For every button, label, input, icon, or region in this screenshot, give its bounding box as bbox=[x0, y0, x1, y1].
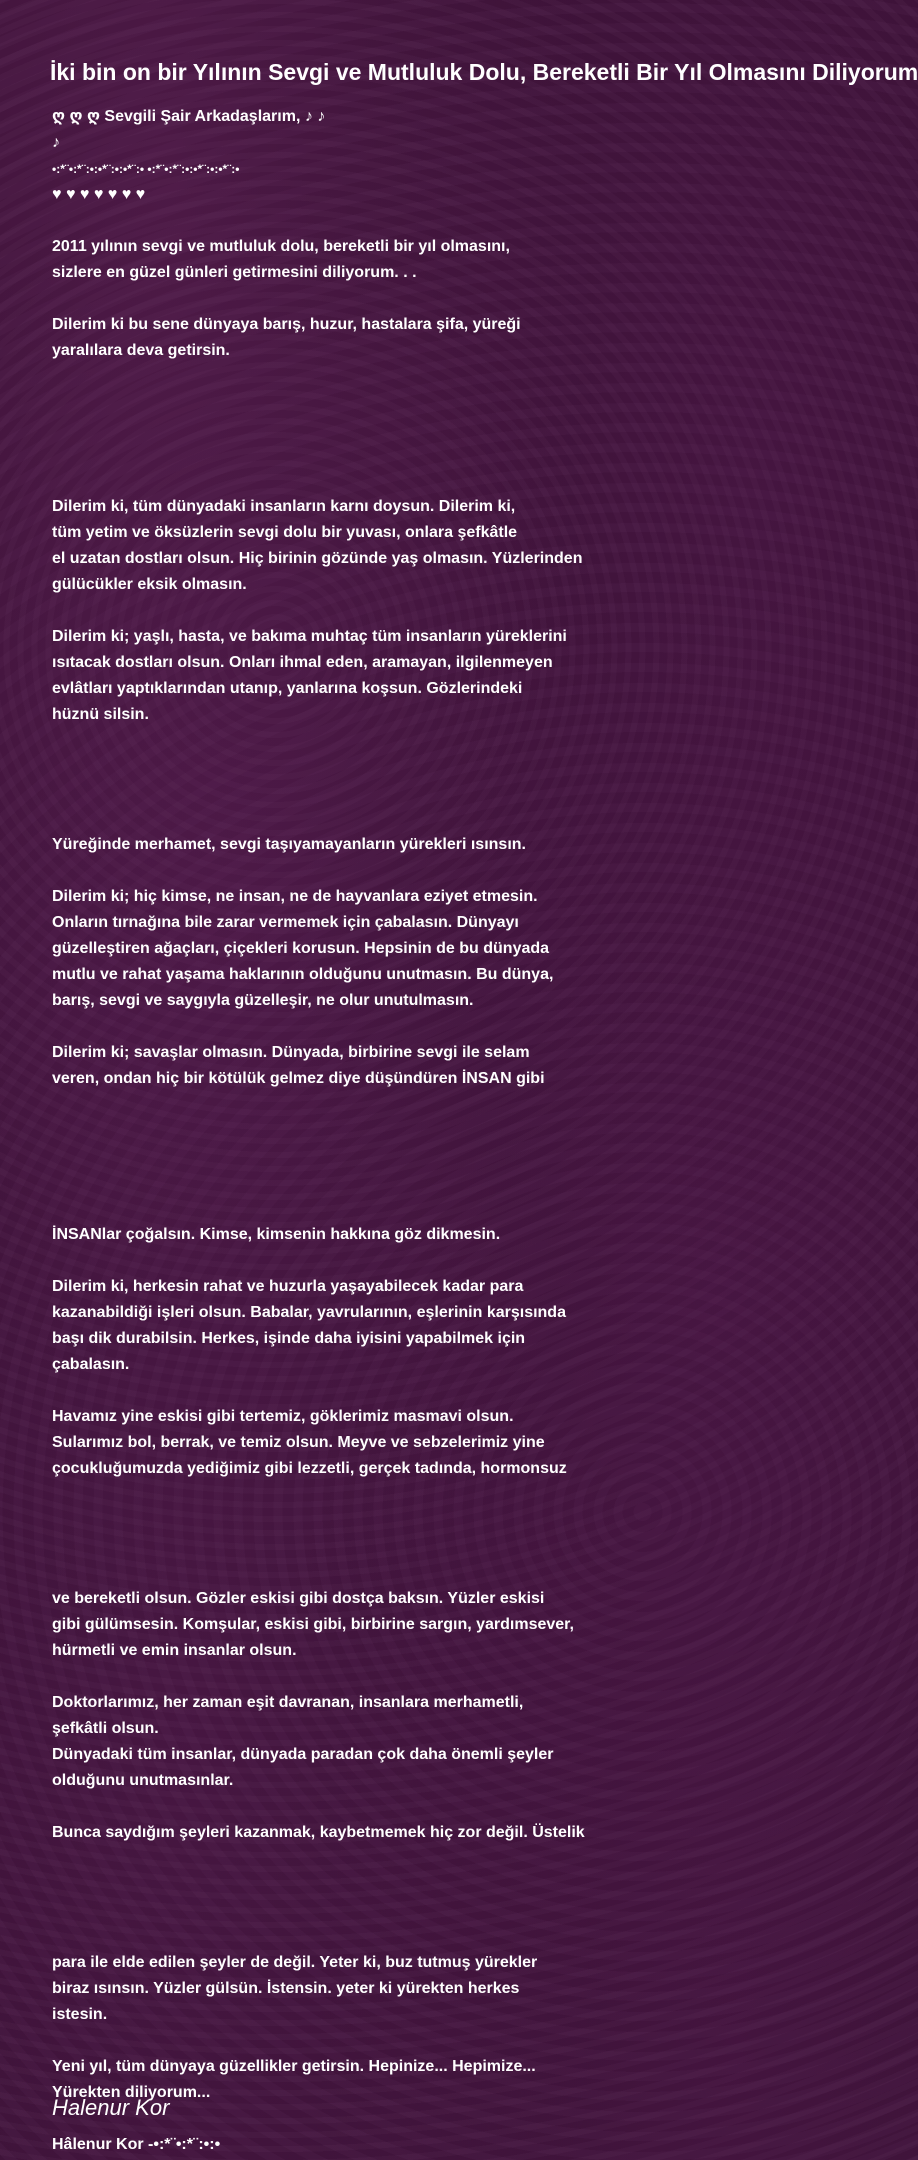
poem-line: çabalasın. bbox=[52, 1356, 130, 1373]
poem-line: Dilerim ki bu sene dünyaya barış, huzur, hastalara şifa, yüreği bbox=[52, 316, 521, 333]
poem-line: biraz ısınsın. Yüzler gülsün. İstensin. yeter ki yürekten herkes bbox=[52, 1980, 520, 1997]
poem-line: ve bereketli olsun. Gözler eskisi gibi dostça baksın. Yüzler eskisi bbox=[52, 1590, 545, 1607]
poem-line: mutlu ve rahat yaşama haklarının olduğunu unutmasın. Bu dünya, bbox=[52, 966, 554, 983]
poem-line: çocukluğumuzda yediğimiz gibi lezzetli, gerçek tadında, hormonsuz bbox=[52, 1460, 567, 1477]
poem-line: Dilerim ki, herkesin rahat ve huzurla yaşayabilecek kadar para bbox=[52, 1278, 524, 1295]
poem-line: para ile elde edilen şeyler de değil. Yeter ki, buz tutmuş yürekler bbox=[52, 1954, 538, 1971]
poem-title: İki bin on bir Yılının Sevgi ve Mutluluk Dolu, Bereketli Bir Yıl Olmasını Diliyorum bbox=[50, 59, 918, 85]
poem-line: güzelleştiren ağaçları, çiçekleri korusun. Hepsinin de bu dünyada bbox=[52, 940, 550, 957]
poem-line: şefkâtli olsun. bbox=[52, 1720, 159, 1737]
poem-line: Onların tırnağına bile zarar vermemek için çabalasın. Dünyayı bbox=[52, 914, 519, 931]
poem-line: kazanabildiği işleri olsun. Babalar, yavrularının, eşlerinin karşısında bbox=[52, 1304, 566, 1321]
poem-line: Sularımız bol, berrak, ve temiz olsun. Meyve ve sebzelerimiz yine bbox=[52, 1434, 545, 1451]
poem-line: İNSANlar çoğalsın. Kimse, kimsenin hakkına göz dikmesin. bbox=[52, 1226, 501, 1243]
poem-line: Yeni yıl, tüm dünyaya güzellikler getirsin. Hepinize... Hepimize... bbox=[52, 2058, 536, 2075]
poem-line: Dilerim ki; hiç kimse, ne insan, ne de hayvanlara eziyet etmesin. bbox=[52, 888, 538, 905]
author-signature[interactable]: Halenur Kor bbox=[52, 2095, 170, 2120]
poem-line: ♪ bbox=[52, 134, 60, 151]
poem-line: olduğunu unutmasınlar. bbox=[52, 1772, 234, 1789]
poem-line: el uzatan dostları olsun. Hiç birinin gözünde yaş olmasın. Yüzlerinden bbox=[52, 550, 583, 567]
poem-line: Yürekten diliyorum... bbox=[52, 2084, 211, 2101]
poem-line: tüm yetim ve öksüzlerin sevgi dolu bir yuvası, onlara şefkâtle bbox=[52, 524, 518, 541]
poem-line: barış, sevgi ve saygıyla güzelleşir, ne olur unutulmasın. bbox=[52, 992, 474, 1009]
poem-line: Hâlenur Kor -•:*¨•:*¨:•:• bbox=[52, 2136, 221, 2153]
poem-line: veren, ondan hiç bir kötülük gelmez diye düşündüren İNSAN gibi bbox=[52, 1070, 545, 1087]
poem-line: Doktorlarımız, her zaman eşit davranan, insanlara merhametli, bbox=[52, 1694, 524, 1711]
poem-line: 2011 yılının sevgi ve mutluluk dolu, bereketli bir yıl olmasını, bbox=[52, 238, 510, 255]
poem-line: ısıtacak dostları olsun. Onları ihmal eden, aramayan, ilgilenmeyen bbox=[52, 654, 553, 671]
poem-line: başı dik durabilsin. Herkes, işinde daha iyisini yapabilmek için bbox=[52, 1330, 526, 1347]
poem-line: hürmetli ve emin insanlar olsun. bbox=[52, 1642, 297, 1659]
poem-body bbox=[52, 104, 612, 2158]
poem-line: gibi gülümsesin. Komşular, eskisi gibi, birbirine sargın, yardımsever, bbox=[52, 1616, 574, 1633]
poem-line: ♥ ♥ ♥ ♥ ♥ ♥ ♥ bbox=[52, 186, 146, 203]
poem-line: evlâtları yaptıklarından utanıp, yanlarına koşsun. Gözlerindeki bbox=[52, 680, 523, 697]
poem-line: gülücükler eksik olmasın. bbox=[52, 576, 247, 593]
poem-line: •:*¨•:*¨:•:•*¨:•:•*¨:• •:*¨•:*¨:•:•*¨:•:•*¨:• bbox=[52, 162, 240, 176]
poem-line: Dilerim ki, tüm dünyadaki insanların karnı doysun. Dilerim ki, bbox=[52, 498, 516, 515]
poem-line: Havamız yine eskisi gibi tertemiz, göklerimiz masmavi olsun. bbox=[52, 1408, 514, 1425]
poem-line: Dünyadaki tüm insanlar, dünyada paradan çok daha önemli şeyler bbox=[52, 1746, 554, 1763]
poem-line: hüznü silsin. bbox=[52, 706, 149, 723]
poem-line: sizlere en güzel günleri getirmesini diliyorum. . . bbox=[52, 264, 417, 281]
poem-line: ღ ღ ღ Sevgili Şair Arkadaşlarım, ♪ ♪ bbox=[52, 108, 326, 125]
poem-line: Dilerim ki; yaşlı, hasta, ve bakıma muhtaç tüm insanların yüreklerini bbox=[52, 628, 567, 645]
poem-line: Bunca saydığım şeyleri kazanmak, kaybetmemek hiç zor değil. Üstelik bbox=[52, 1824, 585, 1841]
poem-line: yaralılara deva getirsin. bbox=[52, 342, 230, 359]
poem-line: Dilerim ki; savaşlar olmasın. Dünyada, birbirine sevgi ile selam bbox=[52, 1044, 530, 1061]
poem-line: Yüreğinde merhamet, sevgi taşıyamayanların yürekleri ısınsın. bbox=[52, 836, 526, 853]
poem-line: istesin. bbox=[52, 2006, 108, 2023]
